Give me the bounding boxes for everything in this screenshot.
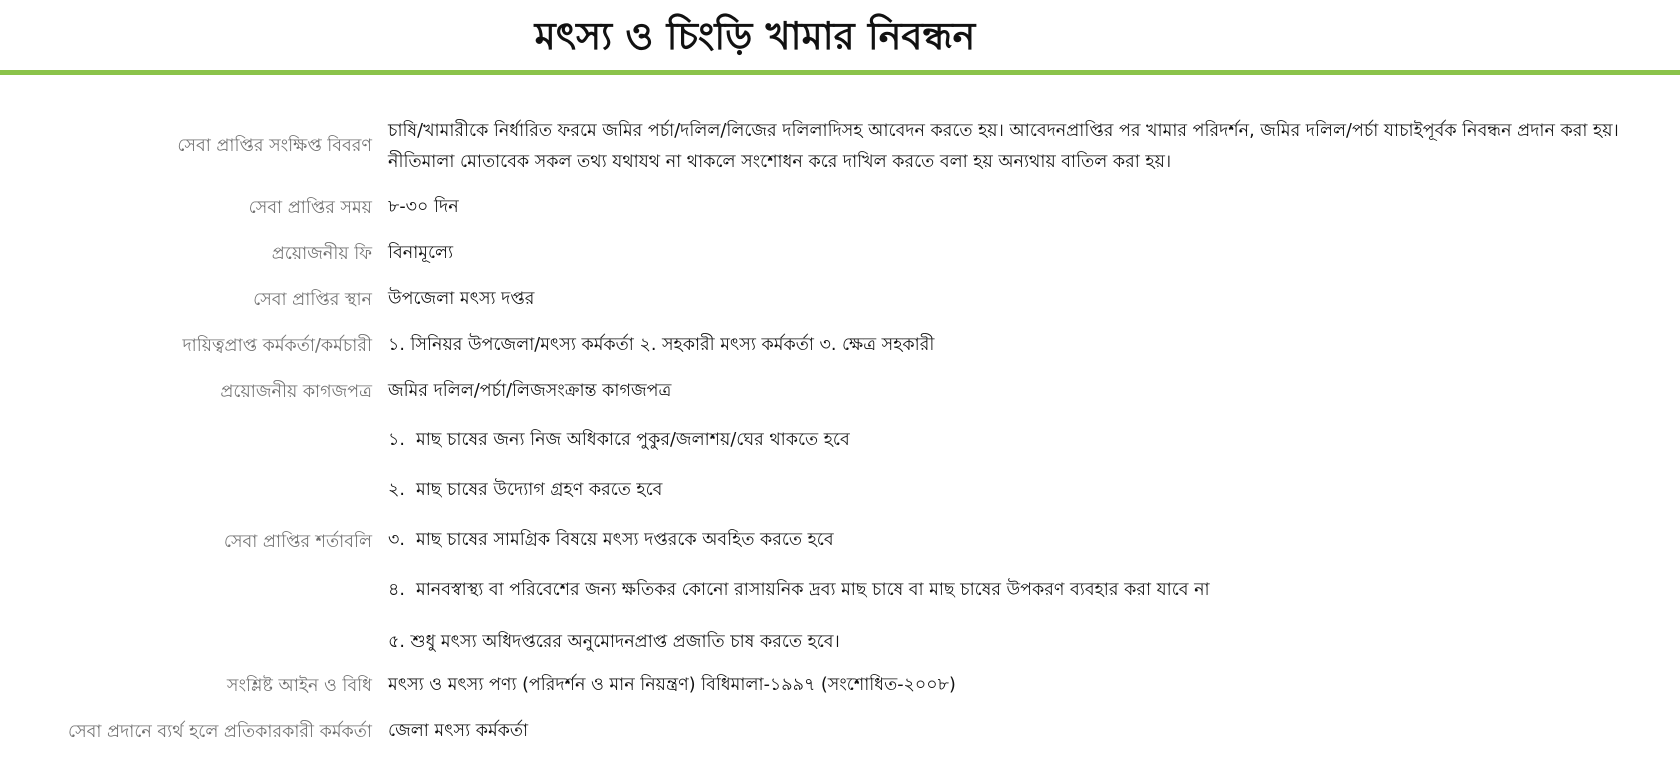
row-remedy bbox=[0, 716, 1680, 748]
label-time: সেবা প্রাপ্তির সময় bbox=[248, 198, 372, 218]
row-law bbox=[0, 670, 1680, 702]
condition-text: মাছ চাষের উদ্যোগ গ্রহণ করতে হবে bbox=[416, 480, 663, 500]
condition-number: ৪. bbox=[388, 580, 405, 600]
label-fee: প্রয়োজনীয় ফি bbox=[271, 244, 372, 264]
value-documents: জমির দলিল/পর্চা/লিজসংক্রান্ত কাগজপত্র bbox=[388, 381, 672, 401]
condition-item bbox=[388, 574, 1210, 606]
row-time bbox=[0, 192, 1680, 224]
condition-number: ২. bbox=[388, 480, 405, 500]
condition-item bbox=[388, 424, 850, 456]
row-summary bbox=[0, 116, 1680, 180]
condition-item bbox=[388, 626, 840, 658]
condition-text: শুধু মৎস্য অধিদপ্তরের অনুমোদনপ্রাপ্ত প্রজাতি চাষ করতে হবে। bbox=[410, 632, 840, 652]
condition-number: ৫. bbox=[388, 632, 405, 652]
row-conditions bbox=[0, 424, 1680, 660]
label-documents: প্রয়োজনীয় কাগজপত্র bbox=[220, 382, 372, 402]
row-documents bbox=[0, 376, 1680, 408]
condition-item bbox=[388, 524, 834, 556]
row-officer bbox=[0, 330, 1680, 362]
condition-text: মাছ চাষের সামগ্রিক বিষয়ে মৎস্য দপ্তরকে অবহিত করতে হবে bbox=[416, 530, 834, 550]
label-conditions: সেবা প্রাপ্তির শর্তাবলি bbox=[223, 532, 372, 552]
value-officer: ১. সিনিয়র উপজেলা/মৎস্য কর্মকর্তা ২. সহকারী মৎস্য কর্মকর্তা ৩. ক্ষেত্র সহকারী bbox=[388, 335, 935, 355]
value-remedy: জেলা মৎস্য কর্মকর্তা bbox=[388, 721, 529, 741]
value-place: উপজেলা মৎস্য দপ্তর bbox=[388, 289, 535, 309]
page-title: মৎস্য ও চিংড়ি খামার নিবন্ধন bbox=[534, 14, 976, 58]
title-divider bbox=[0, 70, 1680, 75]
value-fee: বিনামূল্যে bbox=[388, 243, 454, 263]
value-law: মৎস্য ও মৎস্য পণ্য (পরিদর্শন ও মান নিয়ন্ত্রণ) বিধিমালা-১৯৯৭ (সংশোধিত-২০০৮) bbox=[388, 675, 956, 695]
label-law: সংশ্লিষ্ট আইন ও বিধি bbox=[226, 676, 372, 696]
label-summary: সেবা প্রাপ্তির সংক্ষিপ্ত বিবরণ bbox=[177, 136, 372, 156]
label-place: সেবা প্রাপ্তির স্থান bbox=[253, 290, 372, 310]
value-summary: চাষি/খামারীকে নির্ধারিত ফরমে জমির পর্চা/দলিল/লিজের দলিলাদিসহ আবেদন করতে হয়। আবেদনপ্রাপ্তির পর খামার পরিদর্শন, জমির দলিল/পর্চা যাচাইপূর্বক নিবন্ধন প্রদান করা হয়। নীতিমালা মোতাবেক সকল তথ্য যথাযথ না থাকলে সংশোধন করে দাখিল করতে বলা হয় অন্যথায় বাতিল করা হয়। bbox=[388, 121, 1619, 172]
condition-item bbox=[388, 474, 662, 506]
value-time: ৮-৩০ দিন bbox=[388, 197, 459, 217]
condition-number: ৩. bbox=[388, 530, 405, 550]
row-fee bbox=[0, 238, 1680, 270]
condition-text: মাছ চাষের জন্য নিজ অধিকারে পুকুর/জলাশয়/ঘের থাকতে হবে bbox=[416, 430, 850, 450]
condition-text: মানবস্বাস্থ্য বা পরিবেশের জন্য ক্ষতিকর কোনো রাসায়নিক দ্রব্য মাছ চাষে বা মাছ চাষের উপকরণ ব্যবহার করা যাবে না bbox=[416, 580, 1210, 600]
label-officer: দায়িত্বপ্রাপ্ত কর্মকর্তা/কর্মচারী bbox=[182, 336, 372, 356]
condition-number: ১. bbox=[388, 430, 405, 450]
label-remedy: সেবা প্রদানে ব্যর্থ হলে প্রতিকারকারী কর্মকর্তা bbox=[67, 722, 372, 742]
row-place bbox=[0, 284, 1680, 316]
